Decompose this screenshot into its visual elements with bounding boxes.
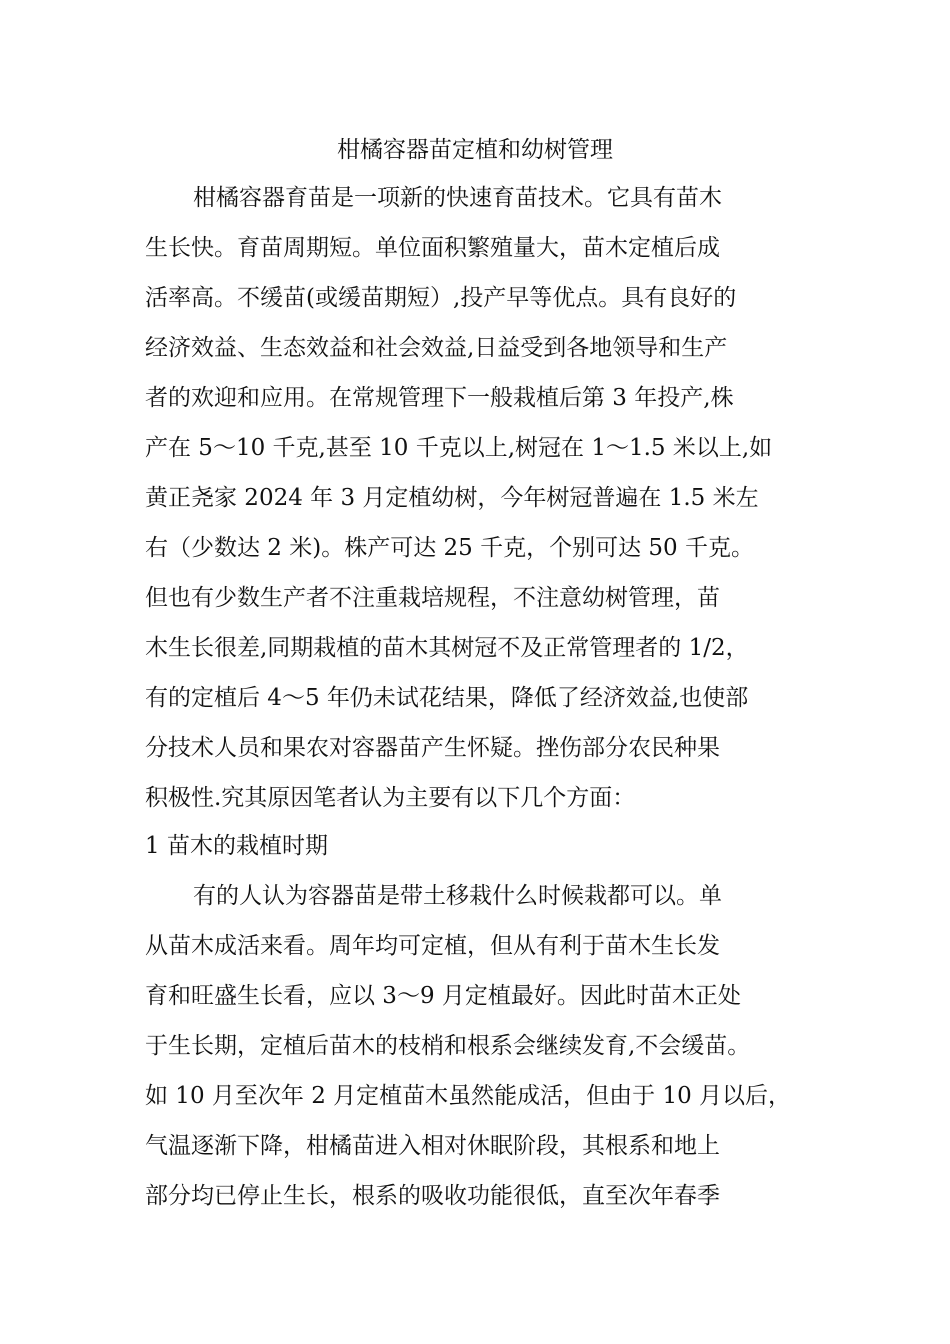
- paragraph-2-line-6: 气温逐渐下降，柑橘苗进入相对休眠阶段，其根系和地上: [145, 1133, 720, 1159]
- paragraph-1-line-10: 木生长很差,同期栽植的苗木其树冠不及正常管理者的 1/2，: [145, 635, 749, 661]
- paragraph-1-line-1: 柑橘容器育苗是一项新的快速育苗技术。它具有苗木: [193, 185, 722, 211]
- paragraph-1-line-13: 积极性.究其原因笔者认为主要有以下几个方面：: [145, 785, 636, 811]
- paragraph-2-line-5: 如 10 月至次年 2 月定植苗木虽然能成活，但由于 10 月以后，: [145, 1083, 792, 1109]
- paragraph-1-line-11: 有的定植后 4～5 年仍未试花结果，降低了经济效益,也使部: [145, 685, 749, 711]
- paragraph-1-line-12: 分技术人员和果农对容器苗产生怀疑。挫伤部分农民种果: [145, 735, 720, 761]
- paragraph-1-line-6: 产在 5～10 千克,甚至 10 千克以上,树冠在 1～1.5 米以上,如: [145, 435, 773, 461]
- paragraph-2-line-4: 于生长期，定植后苗木的枝梢和根系会继续发育,不会缓苗。: [145, 1033, 751, 1059]
- document-title: 柑橘容器苗定植和幼树管理: [337, 137, 613, 163]
- paragraph-1-line-3: 活率高。不缓苗(或缓苗期短）,投产早等优点。具有良好的: [145, 285, 737, 311]
- paragraph-2-line-2: 从苗木成活来看。周年均可定植，但从有利于苗木生长发: [145, 933, 720, 959]
- paragraph-1-line-4: 经济效益、生态效益和社会效益,日益受到各地领导和生产: [145, 335, 728, 361]
- paragraph-1-line-8: 右（少数达 2 米)。株产可达 25 千克，个别可达 50 千克。: [145, 535, 755, 561]
- paragraph-2-line-3: 育和旺盛生长看，应以 3～9 月定植最好。因此时苗木正处: [145, 983, 741, 1009]
- paragraph-1-line-9: 但也有少数生产者不注重栽培规程，不注意幼树管理，苗: [145, 585, 720, 611]
- paragraph-1-line-5: 者的欢迎和应用。在常规管理下一般栽植后第 3 年投产,株: [145, 385, 734, 411]
- paragraph-1-line-7: 黄正尧家 2024 年 3 月定植幼树，今年树冠普遍在 1.5 米左: [145, 485, 759, 511]
- section-heading: 1 苗木的栽植时期: [145, 833, 328, 859]
- paragraph-2-line-1: 有的人认为容器苗是带土移栽什么时候栽都可以。单: [193, 883, 722, 909]
- paragraph-1-line-2: 生长快。育苗周期短。单位面积繁殖量大，苗木定植后成: [145, 235, 720, 261]
- paragraph-2-line-7: 部分均已停止生长，根系的吸收功能很低，直至次年春季: [145, 1183, 720, 1209]
